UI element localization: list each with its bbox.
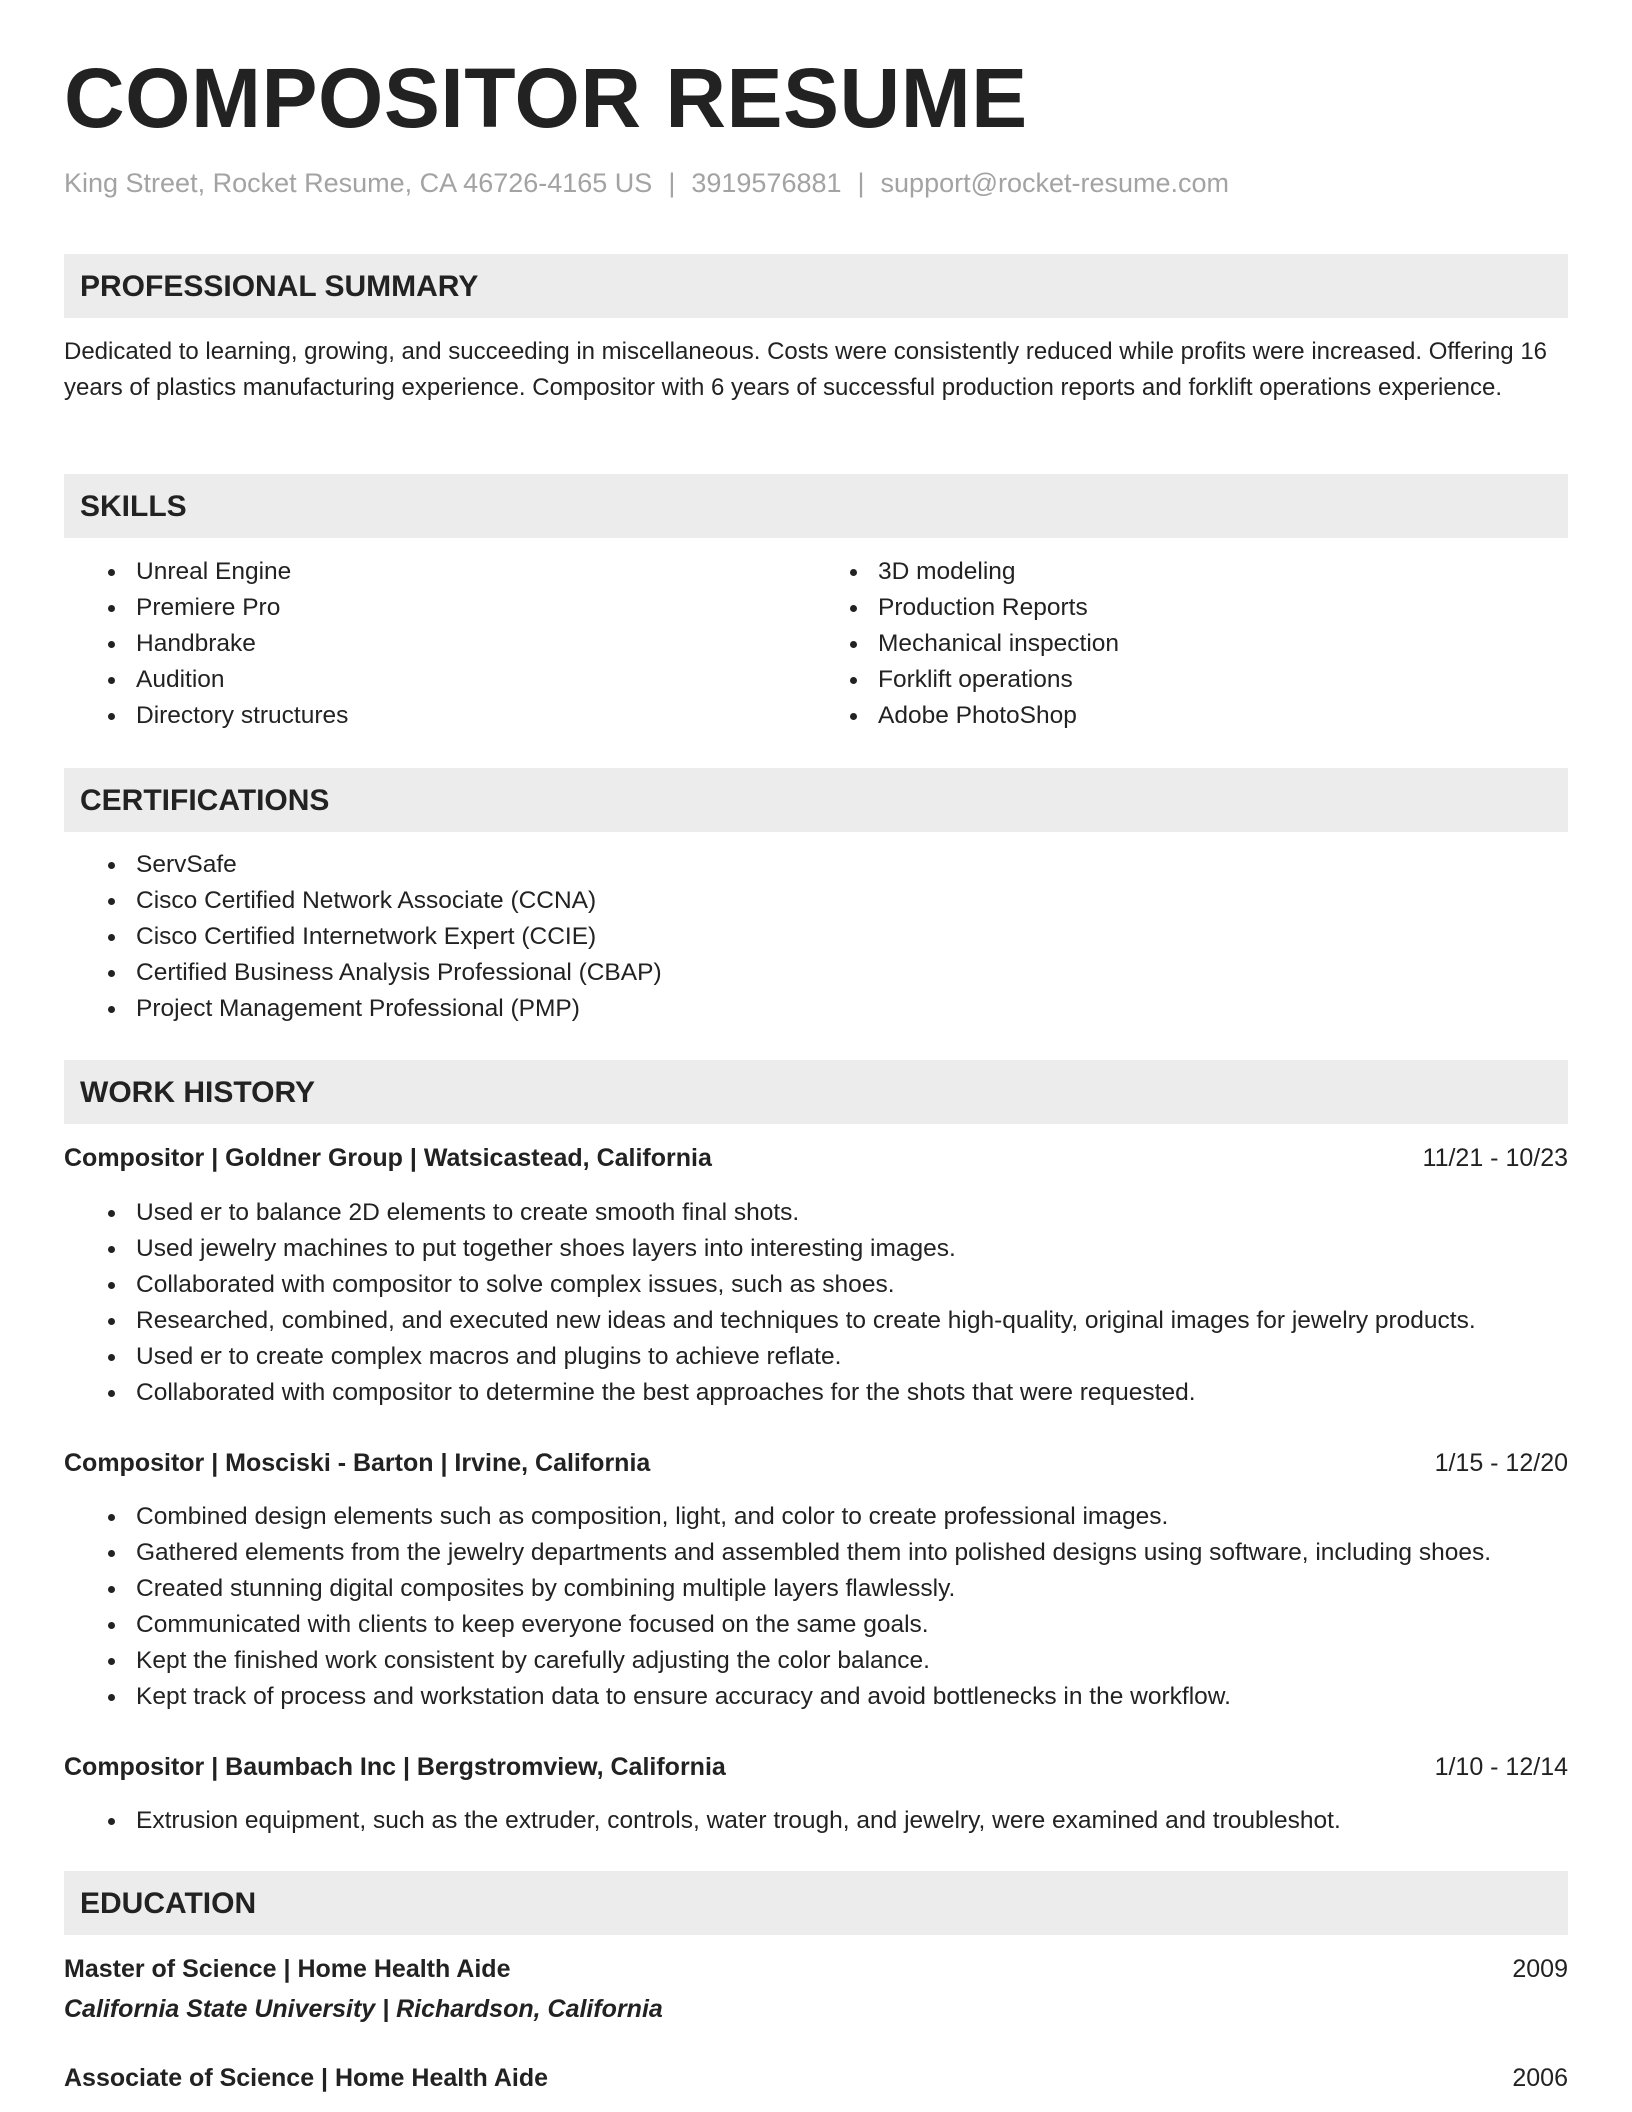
certification-item: Certified Business Analysis Professional (CBAP) — [92, 955, 662, 991]
certification-item: Project Management Professional (PMP) — [92, 991, 662, 1027]
section-header-summary — [64, 254, 1568, 318]
job-bullet: Gathered elements from the jewelry departments and assembled them into polished designs using software, including shoes. — [92, 1535, 1491, 1571]
job-bullet: Researched, combined, and executed new ideas and techniques to create high-quality, original images for jewelry products. — [92, 1303, 1476, 1339]
section-header-education — [64, 1871, 1568, 1935]
contact-email: support@rocket-resume.com — [880, 168, 1230, 198]
job-dates: 11/21 - 10/23 — [1422, 1144, 1568, 1172]
skills-list-right — [834, 554, 1119, 734]
skill-item: Production Reports — [834, 590, 1119, 626]
job-bullets — [92, 1195, 1476, 1411]
section-header-work-history — [64, 1060, 1568, 1124]
resume-title: COMPOSITOR RESUME — [64, 51, 1028, 145]
job-dates: 1/10 - 12/14 — [1434, 1753, 1568, 1781]
skills-list-left — [92, 554, 348, 734]
summary-text: Dedicated to learning, growing, and succeeding in miscellaneous. Costs were consistently reduced while profits were increased. Offering 16 years of plastics manufacturing experience. Compositor with 6 years of successful production reports and forklift operations experience. — [64, 338, 1548, 401]
job-title: Compositor | Mosciski - Barton | Irvine, California — [64, 1449, 651, 1477]
section-title: EDUCATION — [80, 1887, 257, 1920]
contact-phone: 3919576881 — [691, 168, 842, 198]
job-bullet: Kept the finished work consistent by carefully adjusting the color balance. — [92, 1643, 1491, 1679]
job-bullet: Collaborated with compositor to solve complex issues, such as shoes. — [92, 1267, 1476, 1303]
section-header-certifications — [64, 768, 1568, 832]
contact-separator: | — [668, 168, 676, 198]
skill-item: Adobe PhotoShop — [834, 698, 1119, 734]
certification-item: Cisco Certified Network Associate (CCNA) — [92, 883, 662, 919]
job-bullet: Communicated with clients to keep everyone focused on the same goals. — [92, 1607, 1491, 1643]
section-title: WORK HISTORY — [80, 1076, 316, 1109]
skill-item: 3D modeling — [834, 554, 1119, 590]
job-bullet: Extrusion equipment, such as the extruder, controls, water trough, and jewelry, were examined and troubleshot. — [92, 1803, 1341, 1839]
skill-item: Premiere Pro — [92, 590, 348, 626]
contact-separator: | — [857, 168, 865, 198]
section-title: CERTIFICATIONS — [80, 784, 330, 817]
skill-item: Directory structures — [92, 698, 348, 734]
section-header-skills — [64, 474, 1568, 538]
education-degree: Associate of Science | Home Health Aide — [64, 2064, 548, 2092]
job-bullets — [92, 1803, 1341, 1839]
job-bullet: Used er to create complex macros and plugins to achieve reflate. — [92, 1339, 1476, 1375]
job-bullet: Created stunning digital composites by combining multiple layers flawlessly. — [92, 1571, 1491, 1607]
job-bullet: Collaborated with compositor to determine the best approaches for the shots that were requested. — [92, 1375, 1476, 1411]
education-year: 2006 — [1512, 2064, 1568, 2092]
section-title: PROFESSIONAL SUMMARY — [80, 270, 479, 303]
contact-line — [64, 168, 1229, 199]
education-year: 2009 — [1512, 1955, 1568, 1983]
education-degree: Master of Science | Home Health Aide — [64, 1955, 511, 1983]
job-bullet: Combined design elements such as composition, light, and color to create professional images. — [92, 1499, 1491, 1535]
section-title: SKILLS — [80, 490, 187, 523]
job-bullet: Kept track of process and workstation data to ensure accuracy and avoid bottlenecks in the workflow. — [92, 1679, 1491, 1715]
job-title: Compositor | Baumbach Inc | Bergstromview, California — [64, 1753, 726, 1781]
job-dates: 1/15 - 12/20 — [1434, 1449, 1568, 1477]
skill-item: Mechanical inspection — [834, 626, 1119, 662]
certification-item: ServSafe — [92, 847, 662, 883]
certifications-list — [92, 847, 662, 1027]
certification-item: Cisco Certified Internetwork Expert (CCIE) — [92, 919, 662, 955]
contact-address: King Street, Rocket Resume, CA 46726-4165 US — [64, 168, 653, 198]
job-bullets — [92, 1499, 1491, 1715]
skill-item: Forklift operations — [834, 662, 1119, 698]
job-title: Compositor | Goldner Group | Watsicastead, California — [64, 1144, 712, 1172]
job-bullet: Used er to balance 2D elements to create smooth final shots. — [92, 1195, 1476, 1231]
job-bullet: Used jewelry machines to put together shoes layers into interesting images. — [92, 1231, 1476, 1267]
skill-item: Handbrake — [92, 626, 348, 662]
skill-item: Unreal Engine — [92, 554, 348, 590]
education-school: California State University | Richardson, California — [64, 1995, 663, 2023]
skill-item: Audition — [92, 662, 348, 698]
